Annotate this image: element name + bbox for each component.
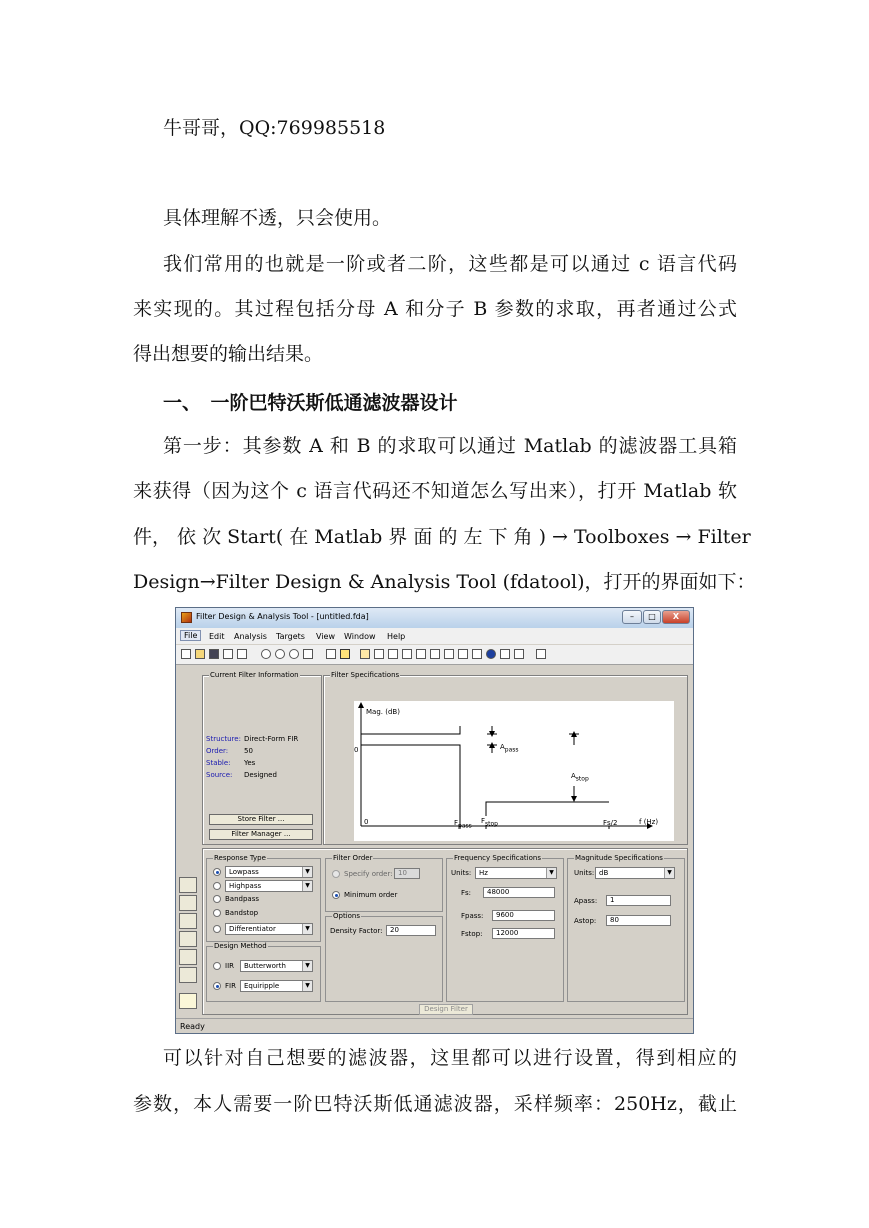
fs2-label: Fs/2 <box>603 819 618 827</box>
side-import-icon[interactable] <box>179 913 197 929</box>
filter-specs-title: Filter Specifications <box>331 671 400 679</box>
chevron-down-icon: ▼ <box>302 961 312 971</box>
astop-sub: stop <box>575 775 589 783</box>
pole-zero-icon[interactable] <box>458 649 468 659</box>
title-bar <box>176 608 693 629</box>
fpass-sub: pass <box>458 822 472 830</box>
freq-units-select[interactable] <box>475 867 557 879</box>
apass-label <box>500 743 519 753</box>
round-off-icon[interactable] <box>500 649 510 659</box>
apass-sub: pass <box>504 746 519 754</box>
highpass-radio[interactable] <box>213 882 221 890</box>
fs-input[interactable]: 48000 <box>483 887 555 898</box>
specify-order-radio[interactable] <box>332 870 340 878</box>
apass-spec-label: Apass: <box>574 897 598 905</box>
side-strip <box>176 665 201 1017</box>
current-filter-info-panel <box>202 671 322 845</box>
fir-method-value: Equiripple <box>244 982 280 990</box>
fpass-label <box>454 819 472 829</box>
menu-file[interactable]: File <box>180 630 201 641</box>
astop-input[interactable]: 80 <box>606 915 671 926</box>
menu-edit[interactable]: Edit <box>209 632 225 641</box>
close-button[interactable]: X <box>662 610 690 624</box>
mag-units-select[interactable] <box>595 867 675 879</box>
magnitude-icon[interactable] <box>360 649 370 659</box>
save-icon[interactable] <box>209 649 219 659</box>
full-view-icon[interactable] <box>303 649 313 659</box>
chevron-down-icon: ▼ <box>302 881 312 891</box>
bandpass-label: Bandpass <box>225 895 259 903</box>
bandpass-radio[interactable] <box>213 895 221 903</box>
paragraph-1-line: 来实现的。其过程包括分母 A 和分子 B 参数的求取，再者通过公式 <box>133 298 737 320</box>
side-transform-icon[interactable] <box>179 877 197 893</box>
filter-spec-plot <box>354 701 674 841</box>
paragraph-3-line: 可以针对自己想要的滤波器，这里都可以进行设置，得到相应的 <box>163 1047 737 1069</box>
order-label: Order: <box>206 747 229 755</box>
mag-units-value: dB <box>599 869 609 877</box>
stable-label: Stable: <box>206 759 231 767</box>
minimum-order-radio[interactable] <box>332 891 340 899</box>
side-realize-icon[interactable] <box>179 895 197 911</box>
chevron-down-icon: ▼ <box>302 981 312 991</box>
differentiator-select[interactable] <box>225 923 313 935</box>
new-icon[interactable] <box>181 649 191 659</box>
magnitude-specs-group <box>567 854 685 1002</box>
menu-view[interactable]: View <box>316 632 335 641</box>
paragraph-2-line: Design→Filter Design & Analysis Tool (fdatool)，打开的界面如下： <box>133 571 756 593</box>
apass-input[interactable]: 1 <box>606 895 671 906</box>
print-preview-icon[interactable] <box>237 649 247 659</box>
density-factor-label: Density Factor: <box>330 927 383 935</box>
design-method-title: Design Method <box>214 942 267 950</box>
open-icon[interactable] <box>195 649 205 659</box>
menu-window[interactable]: Window <box>344 632 376 641</box>
info-icon[interactable] <box>486 649 496 659</box>
mag-phase-icon[interactable] <box>388 649 398 659</box>
whats-this-icon[interactable] <box>536 649 546 659</box>
highpass-select[interactable] <box>225 880 313 892</box>
menu-targets[interactable]: Targets <box>276 632 305 641</box>
order-value: 50 <box>244 747 253 755</box>
intro-line: 具体理解不透，只会使用。 <box>163 207 392 229</box>
freq-units-label: Units: <box>451 869 472 877</box>
passband-lower <box>361 745 460 826</box>
bandstop-label: Bandstop <box>225 909 259 917</box>
legend-icon[interactable] <box>326 649 336 659</box>
fstop-letter: F <box>481 817 486 825</box>
filter-order-title: Filter Order <box>333 854 373 862</box>
response-type-group <box>206 854 321 942</box>
specify-order-label: Specify order: <box>344 870 393 878</box>
source-label: Source: <box>206 771 233 779</box>
differentiator-radio[interactable] <box>213 925 221 933</box>
menu-bar <box>176 628 693 644</box>
source-value: Designed <box>244 771 277 779</box>
astop-label <box>571 772 589 782</box>
toolbar <box>176 645 693 665</box>
impulse-icon[interactable] <box>430 649 440 659</box>
chevron-down-icon: ▼ <box>302 867 312 877</box>
status-text: Ready <box>180 1022 205 1031</box>
x-axis-label: f (Hz) <box>639 818 659 826</box>
author-line: 牛哥哥，QQ:769985518 <box>163 117 386 139</box>
design-filter-button[interactable]: Design Filter <box>419 1004 473 1015</box>
section-heading: 一、 一阶巴特沃斯低通滤波器设计 <box>163 392 458 414</box>
options-group <box>325 912 443 1002</box>
structure-label: Structure: <box>206 735 241 743</box>
lowpass-select[interactable] <box>225 866 313 878</box>
paragraph-1-line: 我们常用的也就是一阶或者二阶，这些都是可以通过 c 语言代码 <box>163 253 737 275</box>
zoom-x-icon[interactable] <box>275 649 285 659</box>
chevron-down-icon: ▼ <box>302 924 312 934</box>
fstop-label <box>481 817 498 827</box>
response-type-title: Response Type <box>214 854 266 862</box>
side-pole-zero-editor-icon[interactable] <box>179 931 197 947</box>
minimum-order-label: Minimum order <box>344 891 398 899</box>
fpass-letter: F <box>454 819 459 827</box>
menu-analysis[interactable]: Analysis <box>234 632 267 641</box>
specify-order-input[interactable]: 10 <box>394 868 420 879</box>
astop-spec-label: Astop: <box>574 917 597 925</box>
coefficients-icon[interactable] <box>472 649 482 659</box>
highpass-select-value: Highpass <box>229 882 262 890</box>
iir-method-select[interactable] <box>240 960 313 972</box>
astop-letter: A <box>571 772 576 780</box>
iir-radio[interactable] <box>213 962 221 970</box>
frequency-specs-title: Frequency Specifications <box>454 854 541 862</box>
fir-radio[interactable] <box>213 982 221 990</box>
options-title: Options <box>333 912 361 920</box>
paragraph-2-line: 件， 依 次 Start( 在 Matlab 界 面 的 左 下 角 ) → Toolboxes → Filter <box>133 526 751 548</box>
paragraph-2-line: 来获得（因为这个 c 语言代码还不知道怎么写出来），打开 Matlab 软 <box>133 480 737 502</box>
zoom-in-icon[interactable] <box>261 649 271 659</box>
zero-x-label: 0 <box>364 818 369 826</box>
window-title: Filter Design & Analysis Tool - [untitled.fda] <box>196 612 369 621</box>
iir-label: IIR <box>225 962 234 970</box>
fs-label: Fs: <box>461 889 472 897</box>
side-design-icon[interactable] <box>179 993 197 1009</box>
fpass-spec-label: Fpass: <box>461 912 484 920</box>
filter-specs-icon[interactable] <box>340 649 350 659</box>
freq-units-value: Hz <box>479 869 488 877</box>
filter-order-group <box>325 854 443 912</box>
structure-value: Direct-Form FIR <box>244 735 299 743</box>
stopband-edge <box>486 802 609 816</box>
zoom-y-icon[interactable] <box>289 649 299 659</box>
paragraph-2-line: 第一步：其参数 A 和 B 的求取可以通过 Matlab 的滤波器工具箱 <box>163 435 737 457</box>
maximize-button[interactable]: □ <box>643 610 661 624</box>
filter-manager-button[interactable]: Filter Manager ... <box>209 829 313 840</box>
status-bar <box>176 1018 693 1034</box>
design-panel <box>202 848 688 1015</box>
fdatool-window <box>175 607 694 1034</box>
fstop-input[interactable]: 12000 <box>492 928 555 939</box>
paragraph-3-line: 参数，本人需要一阶巴特沃斯低通滤波器，采样频率：250Hz，截止 <box>133 1093 737 1115</box>
fstop-sub: stop <box>485 820 498 828</box>
mag-units-label: Units: <box>574 869 595 877</box>
differentiator-select-value: Differentiator <box>229 925 276 933</box>
passband-upper <box>361 726 460 734</box>
phase-delay-icon[interactable] <box>416 649 426 659</box>
y-axis-label: Mag. (dB) <box>366 708 400 716</box>
zero-y-label: 0 <box>354 746 359 754</box>
step-icon[interactable] <box>444 649 454 659</box>
phase-icon[interactable] <box>374 649 384 659</box>
menu-help[interactable]: Help <box>387 632 406 641</box>
chevron-down-icon: ▼ <box>546 868 556 878</box>
fpass-input[interactable]: 9600 <box>492 910 555 921</box>
filter-specs-panel <box>323 671 688 845</box>
bandstop-radio[interactable] <box>213 909 221 917</box>
fstop-spec-label: Fstop: <box>461 930 483 938</box>
lowpass-radio[interactable] <box>213 868 221 876</box>
design-method-group <box>206 942 321 1002</box>
matlab-icon <box>181 612 192 623</box>
side-multirate-icon[interactable] <box>179 967 197 983</box>
minimize-button[interactable]: – <box>622 610 642 624</box>
apass-letter: A <box>500 743 505 751</box>
paragraph-1-line: 得出想要的输出结果。 <box>133 343 324 365</box>
magnitude-specs-title: Magnitude Specifications <box>575 854 663 862</box>
side-quantize-icon[interactable] <box>179 949 197 965</box>
chevron-down-icon: ▼ <box>664 868 674 878</box>
group-delay-icon[interactable] <box>402 649 412 659</box>
density-factor-input[interactable]: 20 <box>386 925 436 936</box>
fir-label: FIR <box>225 982 236 990</box>
stable-value: Yes <box>244 759 256 767</box>
frequency-specs-group <box>446 854 564 1002</box>
current-filter-info-title: Current Filter Information <box>210 671 299 679</box>
store-filter-button[interactable]: Store Filter ... <box>209 814 313 825</box>
lowpass-select-value: Lowpass <box>229 868 259 876</box>
fir-method-select[interactable] <box>240 980 313 992</box>
print-icon[interactable] <box>223 649 233 659</box>
iir-method-value: Butterworth <box>244 962 286 970</box>
noise-icon[interactable] <box>514 649 524 659</box>
